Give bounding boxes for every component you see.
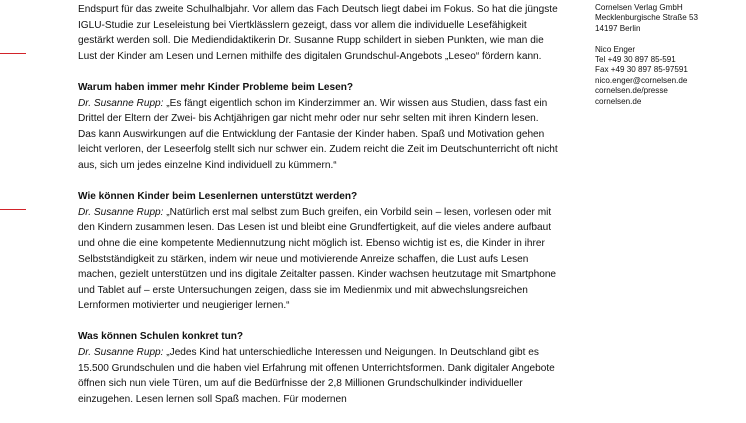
question-heading: Was können Schulen konkret tun? [78, 331, 244, 343]
company-name: Cornelsen Verlag GmbH [595, 3, 683, 12]
answer-text: „Natürlich erst mal selbst zum Buch greifen, ein Vorbild sein – lesen, vorlesen oder mit den Kindern zusammen lesen. Das Lesen ist und bleibt eine Grundfertigkeit, auf die vieles andere aufbaut und ohne die eine kompetente Mediennutzung nicht möglich ist. Ebenso wichtig ist es, die Kinder in ihrer Selbstständigkeit zu stärken, indem wir neue und motivierende Anreize schaffen, die Lust aufs Lesen machen, gezielt unterstützen und ins digitale Zeitalter passen. Kinder wachsen heutzutage mit Smartphone und Tablet auf – erste Untersuchungen zeigen, dass sie im Medienmix und mit abwechslungsreichen Lernformen motivierter und neugieriger lernen.“ [78, 206, 557, 312]
question-heading: Warum haben immer mehr Kinder Probleme beim Lesen? [78, 81, 354, 93]
company-city: 14197 Berlin [595, 23, 641, 33]
intro-paragraph: Endspurt für das zweite Schulhalbjahr. Vor allem das Fach Deutsch liegt dabei im Fokus. So hat die jüngste IGLU-Studie zur Leseleistung bei Viertklässlern gezeigt, dass vor allem die individuelle Lesefähigkeit gestärkt werden soll. Die Mediendidaktikerin Dr. Susanne Rupp schildert in sieben Punkten, wie man die Lust der Kinder am Lesen und Lernen mithilfe des digitalen Grundschul-Angebots „Leseo“ fördern kann. [78, 4, 558, 62]
contact-phone: Tel +49 30 897 85-591 [595, 55, 676, 65]
answer-text: „Jedes Kind hat unterschiedliche Interessen und Neigungen. In Deutschland gibt es 15.500 Grundschulen und die haben viel Erfahrung mit offenen Unterrichtsformen. Dank digitaler Angebote öffnen sich nun viele Türen, um auf die Bedürfnisse der 2,8 Millionen Grundschulkinder individueller einzugehen. Lesen lernen soll Spaß machen. Für modernen [78, 347, 555, 405]
article-body [78, 2, 558, 423]
qa-section-3 [78, 329, 558, 407]
qa-section-1 [78, 80, 558, 174]
press-link[interactable]: cornelsen.de/presse [595, 86, 668, 96]
answer-paragraph [78, 205, 558, 314]
answer-paragraph [78, 345, 558, 407]
speaker-label: Dr. Susanne Rupp: [78, 347, 164, 359]
spacer [595, 34, 745, 44]
margin-marker [0, 209, 26, 210]
speaker-label: Dr. Susanne Rupp: [78, 97, 164, 109]
question-heading: Wie können Kinder beim Lesenlernen unterstützt werden? [78, 191, 358, 203]
contact-person: Nico Enger [595, 44, 636, 54]
contact-fax: Fax +49 30 897 85-97591 [595, 65, 688, 75]
qa-section-2 [78, 189, 558, 314]
website-link[interactable]: cornelsen.de [595, 96, 642, 106]
speaker-label: Dr. Susanne Rupp: [78, 206, 164, 218]
contact-email-link[interactable]: nico.enger@cornelsen.de [595, 75, 688, 85]
company-street: Mecklenburgische Straße 53 [595, 13, 699, 23]
answer-paragraph [78, 96, 558, 174]
answer-text: „Es fängt eigentlich schon im Kinderzimmer an. Wir wissen aus Studien, dass fast ein Drittel der Eltern der Zwei- bis Achtjährigen gar nicht mehr oder nur sehr selten mit ihren Kindern lesen. Das kann Auswirkungen auf die Entwicklung der Fantasie der Kinder haben. Spaß und Motivation gehen leicht verloren, der Leseerfolg stellt sich nur schwer ein. Zudem reicht die Zeit im Deutschunterricht oft nicht aus, sich um jedes einzelne Kind individuell zu kümmern.“ [78, 97, 558, 171]
contact-sidebar [595, 3, 745, 107]
margin-marker [0, 53, 26, 54]
